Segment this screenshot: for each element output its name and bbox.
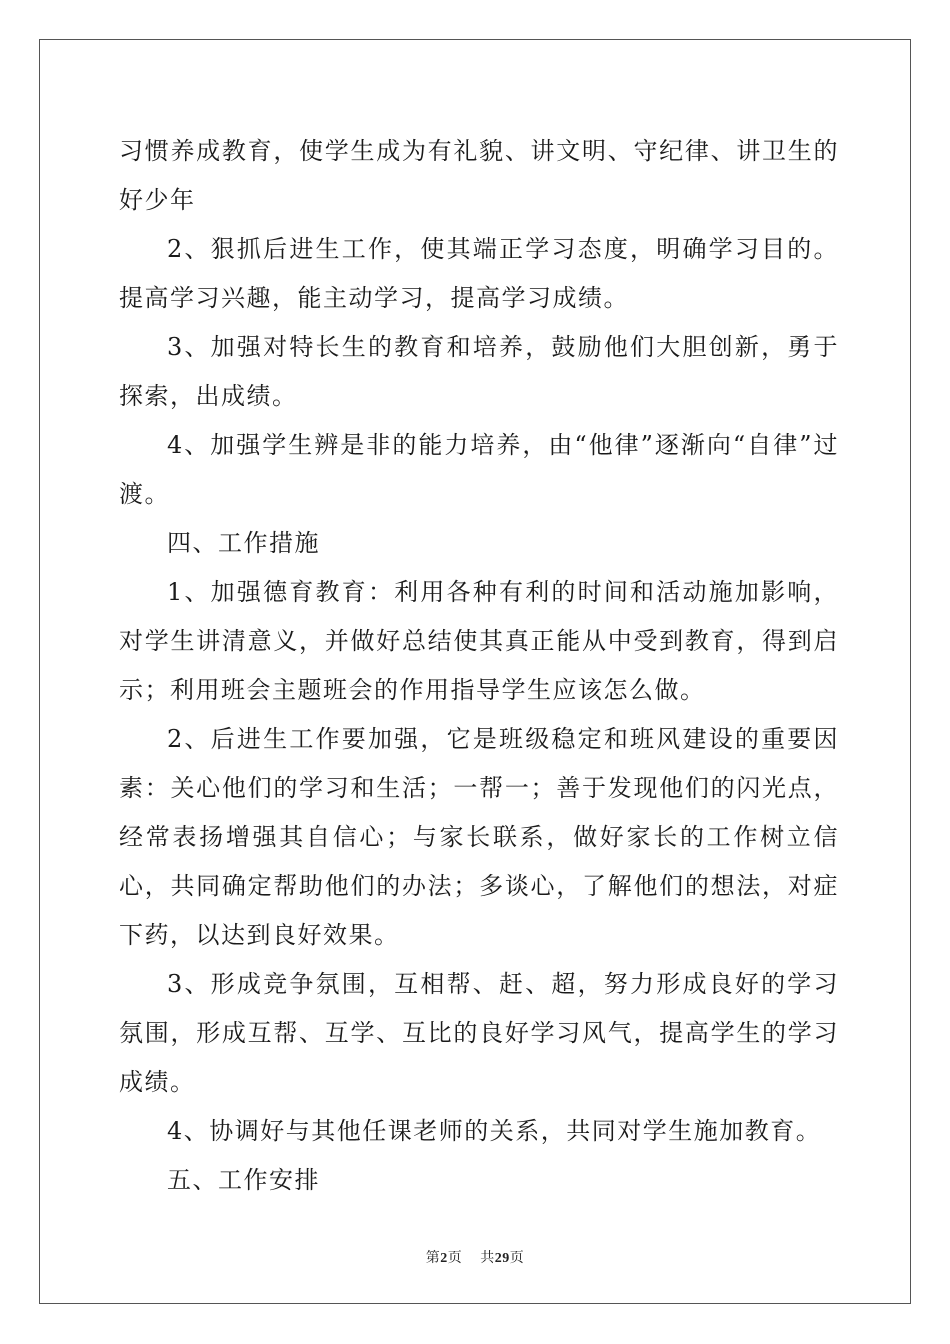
page-prefix: 第: [425, 1250, 441, 1266]
paragraph-2: 2、狠抓后进生工作，使其端正学习态度，明确学习目的。提高学习兴趣，能主动学习，提高学习成绩。: [119, 235, 839, 312]
paragraph-8: 3、形成竞争氛围，互相帮、赶、超，努力形成良好的学习氛围，形成互帮、互学、互比的良好学习风气，提高学生的学习成绩。: [119, 970, 839, 1096]
paragraph-9: 4、协调好与其他任课老师的关系，共同对学生施加教育。: [167, 1117, 822, 1145]
paragraph-3: 3、加强对特长生的教育和培养，鼓励他们大胆创新，勇于探索，出成绩。: [119, 333, 839, 410]
paragraph-7: 2、后进生工作要加强，它是班级稳定和班风建设的重要因素：关心他们的学习和生活；一帮一；善于发现他们的闪光点，经常表扬增强其自信心；与家长联系，做好家长的工作树立信心，共同确定帮助他们的办法；多谈心，了解他们的想法，对症下药，以达到良好效果。: [119, 725, 839, 949]
paragraph-4: 4、加强学生辨是非的能力培养，由“他律”逐渐向“自律”过渡。: [119, 431, 839, 508]
total-suffix: 页: [509, 1250, 525, 1266]
section-heading-arrangement: 五、工作安排: [167, 1166, 320, 1194]
section-heading-measures: 四、工作措施: [167, 529, 320, 557]
page-suffix: 页: [447, 1250, 463, 1266]
paragraph-1: 习惯养成教育，使学生成为有礼貌、讲文明、守纪律、讲卫生的好少年: [119, 137, 839, 214]
total-prefix: 共: [480, 1250, 495, 1266]
page-current-number: 2: [440, 1251, 448, 1266]
page-total-number: 29: [494, 1251, 510, 1266]
paragraph-6: 1、加强德育教育：利用各种有利的时间和活动施加影响，对学生讲清意义，并做好总结使其真正能从中受到教育，得到启示；利用班会主题班会的作用指导学生应该怎么做。: [119, 578, 839, 704]
document-body: [119, 127, 839, 1205]
page-footer: [0, 1247, 950, 1267]
